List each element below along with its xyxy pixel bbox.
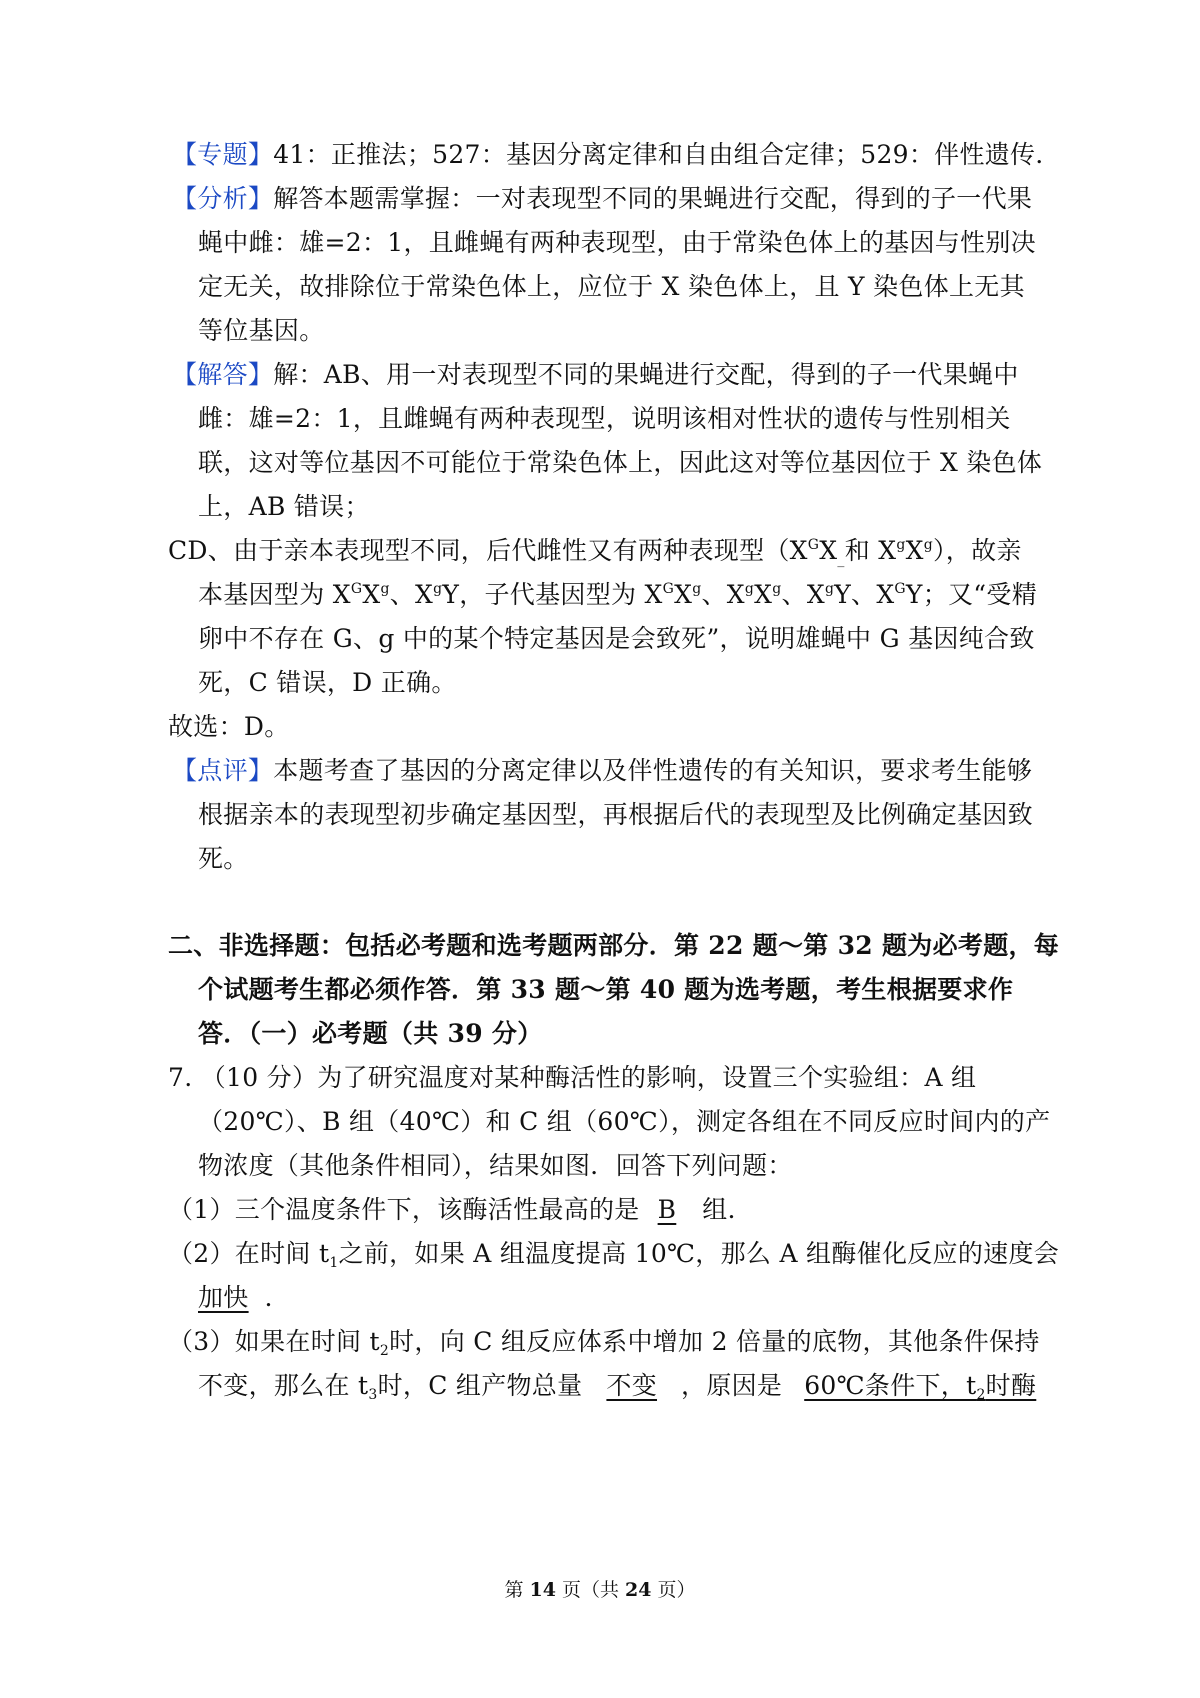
footer-text: 第 bbox=[504, 1579, 530, 1601]
text: （3）如果在时间 t bbox=[168, 1327, 380, 1356]
solution-cd-line-2 bbox=[0, 578, 1200, 612]
superscript: g bbox=[744, 581, 755, 597]
text: X bbox=[819, 536, 838, 565]
subscript: 2 bbox=[379, 1343, 390, 1359]
text: X bbox=[754, 580, 773, 609]
analysis-line-4: 等位基因。 bbox=[198, 316, 325, 345]
solution-cd-line-3: 卵中不存在 G、g 中的某个特定基因是会致死”，说明雄蝇中 G 基因纯合致 bbox=[198, 624, 1035, 653]
answer-blank bbox=[640, 1195, 703, 1224]
page-number: 14 bbox=[529, 1579, 556, 1601]
answer-blank bbox=[582, 1371, 681, 1400]
page-footer bbox=[0, 1578, 1200, 1602]
question-7-part-3 bbox=[0, 1325, 1200, 1359]
question-7-part-2-cont bbox=[0, 1281, 1200, 1315]
superscript: g bbox=[923, 537, 933, 553]
subscript: 2 bbox=[976, 1387, 986, 1403]
text: ），故亲 bbox=[932, 536, 1022, 565]
text: （1）三个温度条件下，该酶活性最高的是 bbox=[168, 1195, 640, 1224]
text: 、X bbox=[389, 580, 434, 609]
text: 、X bbox=[781, 580, 825, 609]
superscript: G bbox=[807, 537, 820, 553]
solution-line-1 bbox=[0, 358, 1200, 392]
question-7-line-1: 7. （10 分）为了研究温度对某种酶活性的影响，设置三个实验组：A 组 bbox=[168, 1063, 977, 1092]
topic-tag: 【专题】 bbox=[172, 140, 274, 169]
text: 时，向 C 组反应体系中增加 2 倍量的底物，其他条件保持 bbox=[389, 1327, 1040, 1356]
analysis-line-2: 蝇中雌：雄=2：1，且雌蝇有两种表现型，由于常染色体上的基因与性别决 bbox=[198, 228, 1036, 257]
superscript: g bbox=[380, 581, 390, 597]
answer-text: B bbox=[657, 1195, 677, 1224]
text: 组． bbox=[702, 1195, 753, 1224]
text: X bbox=[674, 580, 693, 609]
text: ． bbox=[264, 1283, 290, 1312]
topic-text: 41：正推法；527：基因分离定律和自由组合定律；529：伴性遗传． bbox=[273, 140, 1061, 169]
analysis-tag: 【分析】 bbox=[172, 184, 274, 213]
comment-line-1 bbox=[0, 754, 1200, 788]
text: 本基因型为 X bbox=[198, 580, 351, 609]
footer-text: 页（共 bbox=[555, 1579, 626, 1601]
section-heading-line-2: 个试题考生都必须作答．第 33 题～第 40 题为选考题，考生根据要求作 bbox=[198, 975, 1014, 1004]
solution-text-1: 解：AB、用一对表现型不同的果蝇进行交配，得到的子一代果蝇中 bbox=[273, 360, 1019, 389]
text: 之前，如果 A 组温度提高 10℃，那么 A 组酶催化反应的速度会 bbox=[338, 1239, 1060, 1268]
superscript: G bbox=[894, 581, 906, 597]
comment-tag: 【点评】 bbox=[172, 756, 274, 785]
subscript: 3 bbox=[368, 1387, 378, 1403]
question-7-part-3-cont bbox=[0, 1369, 1200, 1403]
question-7-part-1 bbox=[0, 1193, 1200, 1227]
answer-text: 不变 bbox=[606, 1371, 658, 1400]
section-heading-line-1: 二、非选择题：包括必考题和选考题两部分．第 22 题～第 32 题为必考题，每 bbox=[168, 931, 1060, 960]
superscript: g bbox=[772, 581, 782, 597]
comment-line-2: 根据亲本的表现型初步确定基因型，再根据后代的表现型及比例确定基因致 bbox=[198, 800, 1033, 829]
answer-text: 60℃条件下，t bbox=[804, 1371, 977, 1400]
text: Y；又“受精 bbox=[905, 580, 1037, 609]
superscript: G bbox=[350, 581, 363, 597]
answer-line: 故选：D。 bbox=[168, 712, 290, 741]
text: X bbox=[362, 580, 381, 609]
solution-cd-line-4: 死，C 错误，D 正确。 bbox=[198, 668, 457, 697]
text: CD、由于亲本表现型不同，后代雌性又有两种表现型（X bbox=[168, 536, 808, 565]
superscript: g bbox=[692, 581, 702, 597]
text: Y，子代基因型为 X bbox=[442, 580, 663, 609]
analysis-line-1 bbox=[0, 182, 1200, 216]
section-heading-line-3: 答．（一）必考题（共 39 分） bbox=[198, 1019, 543, 1048]
solution-line-3: 联，这对等位基因不可能位于常染色体上，因此这对等位基因位于 X 染色体 bbox=[198, 448, 1043, 477]
solution-tag: 【解答】 bbox=[172, 360, 274, 389]
subscript: 1 bbox=[329, 1255, 339, 1271]
comment-text-1: 本题考查了基因的分离定律以及伴性遗传的有关知识，要求考生能够 bbox=[273, 756, 1033, 785]
analysis-line-3: 定无关，故排除位于常染色体上，应位于 X 染色体上，且 Y 染色体上无其 bbox=[198, 272, 1025, 301]
solution-cd-line-1 bbox=[0, 534, 1200, 568]
text: 、X bbox=[701, 580, 745, 609]
superscript: g bbox=[433, 581, 443, 597]
footer-text: 页） bbox=[651, 1579, 696, 1601]
topic-line bbox=[0, 138, 1200, 172]
question-7-line-3: 物浓度（其他条件相同），结果如图．回答下列问题： bbox=[198, 1151, 793, 1180]
total-pages: 24 bbox=[625, 1579, 652, 1601]
text: 不变，那么在 t bbox=[198, 1371, 369, 1400]
answer-text: 时酶 bbox=[985, 1371, 1037, 1400]
subscript: _ bbox=[837, 552, 845, 568]
superscript: G bbox=[662, 581, 675, 597]
comment-line-3: 死。 bbox=[198, 844, 249, 873]
question-7-part-2 bbox=[0, 1237, 1200, 1271]
answer-blank bbox=[198, 1283, 265, 1312]
solution-line-4: 上，AB 错误； bbox=[198, 492, 370, 521]
text: Y、X bbox=[834, 580, 895, 609]
text: 时，C 组产物总量 bbox=[377, 1371, 583, 1400]
text: X bbox=[905, 536, 924, 565]
answer-text: 加快 bbox=[198, 1283, 249, 1312]
solution-line-2: 雌：雄=2：1，且雌蝇有两种表现型，说明该相对性状的遗传与性别相关 bbox=[198, 404, 1011, 433]
text: （2）在时间 t bbox=[168, 1239, 330, 1268]
text: 和 X bbox=[844, 536, 897, 565]
answer-blank bbox=[782, 1371, 1037, 1403]
text: ，原因是 bbox=[681, 1371, 783, 1400]
analysis-text-1: 解答本题需掌握：一对表现型不同的果蝇进行交配，得到的子一代果 bbox=[273, 184, 1033, 213]
superscript: g bbox=[896, 537, 906, 553]
question-7-line-2: （20℃）、B 组（40℃）和 C 组（60℃），测定各组在不同反应时间内的产 bbox=[198, 1107, 1051, 1136]
superscript: g bbox=[824, 581, 835, 597]
